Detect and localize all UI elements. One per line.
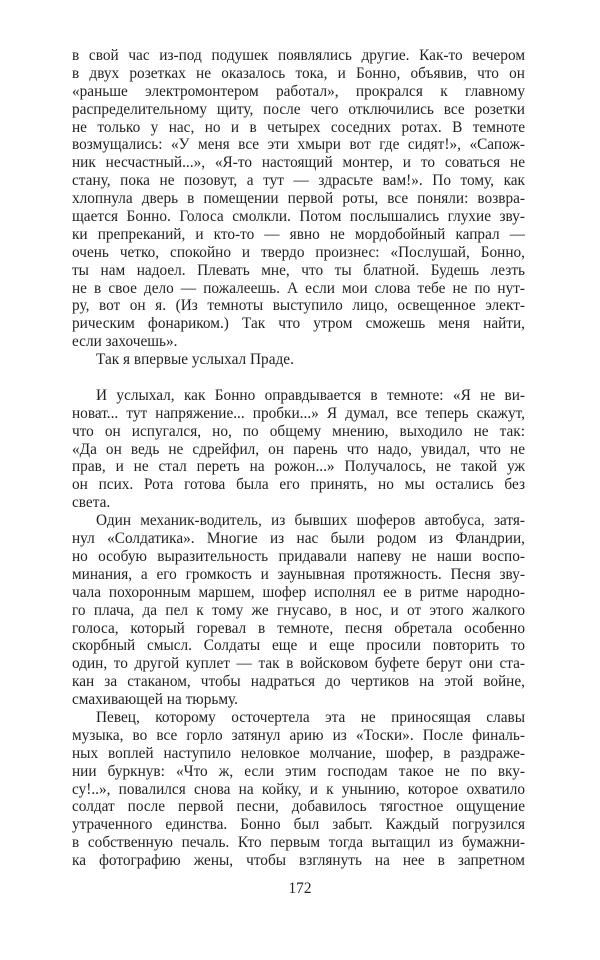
text-line: минания, а его громкость и заунывная протяжность. Песня зву- xyxy=(72,565,525,583)
paragraph xyxy=(72,387,525,512)
text-line: один, то другой куплет — так в войсковом буфете берут они ста- xyxy=(72,655,525,673)
text-line: смахивающей на тюрьму. xyxy=(72,691,238,709)
text-line: ка фотографию жены, чтобы взглянуть на нее в запретном xyxy=(72,852,525,870)
text-line: возмущались: «У меня все эти хмыри вот где сидят!», «Сапож- xyxy=(72,136,525,154)
text-line: Один механик-водитель, из бывших шоферов автобуса, затя- xyxy=(96,512,525,530)
text-line: не только у нас, но и в четырех соседних ротах. В темноте xyxy=(72,118,525,136)
text-line: но особую выразительность придавали напеву не наши воспо- xyxy=(72,547,525,565)
text-line: Певец, которому осточертела эта не приносящая славы xyxy=(96,708,525,726)
text-line: хлопнула дверь в помещении первой роты, все поняли: возвра- xyxy=(72,190,525,208)
text-line: ник несчастный...», «Я-то настоящий монтер, и то соваться не xyxy=(72,154,525,172)
text-line: распределительному щиту, после чего отключились все розетки xyxy=(72,100,525,118)
text-line: ки препреканий, и кто-то — явно не мордобойный капрал — xyxy=(72,225,525,243)
paragraph xyxy=(72,47,525,351)
paragraph xyxy=(72,351,525,369)
text-line: что он испугался, но, по общему мнению, выходило не так: xyxy=(72,422,525,440)
text-line: он псих. Рота готова была его принять, но мы остались без xyxy=(72,476,525,494)
text-line: ру, вот он я. (Из темноты выступило лицо, освещенное элект- xyxy=(72,297,525,315)
paragraph xyxy=(72,709,525,870)
text-line: в собственную печаль. Кто первым тогда вытащил из бумажни- xyxy=(72,834,525,852)
text-line: ных воплей наступило неловкое молчание, шофер, в раздраже- xyxy=(72,744,525,762)
text-line: Так я впервые услыхал Праде. xyxy=(96,351,294,369)
text-line: не в свое дело — пожалеешь. А если мои слова тебе не по нут- xyxy=(72,279,525,297)
text-line: утраченного единства. Бонно был забыт. Каждый погрузился xyxy=(72,816,525,834)
text-line: И услыхал, как Бонно оправдывается в темноте: «Я не ви- xyxy=(96,386,525,404)
text-line: су!..», повалился снова на койку, и к унынию, которое охватило xyxy=(72,780,525,798)
text-line: «раньше электромонтером работал», прокрался к главному xyxy=(72,82,525,100)
text-line: нул «Солдатика». Многие из нас были родом из Фландрии, xyxy=(72,530,525,548)
text-line: ты нам надоел. Плевать мне, что ты блатной. Будешь лезть xyxy=(72,261,525,279)
paragraph xyxy=(72,512,525,709)
section-gap xyxy=(72,369,525,387)
text-line: в двух розетках не оказалось тока, и Бонно, объявив, что он xyxy=(72,64,525,82)
text-line: стану, пока не позовут, а тут — здрасьте вам!». По тому, как xyxy=(72,172,525,190)
text-line: прав, и не стал переть на рожон...» Получалось, не такой уж xyxy=(72,458,525,476)
text-line: новат... тут напряжение... пробки...» Я думал, все теперь скажут, xyxy=(72,404,525,422)
text-line: го плача, да пел к тому же гнусаво, в нос, и от этого жалкого xyxy=(72,601,525,619)
page-number: 172 xyxy=(288,880,312,897)
text-line: голоса, который горевал в темноте, песня обретала особенно xyxy=(72,619,525,637)
text-line: солдат после первой песни, добавилось тягостное ощущение xyxy=(72,798,525,816)
text-line: рическим фонариком.) Так что утром сможешь меня найти, xyxy=(72,315,525,333)
text-line: чала похоронным маршем, шофер исполнял ее в ритме народно- xyxy=(72,583,525,601)
text-line: щается Бонно. Голоса смолкли. Потом послышались глухие зву- xyxy=(72,208,525,226)
text-line: «Да он ведь не сдрейфил, он парень что надо, увидал, что не xyxy=(72,440,525,458)
text-line: очень четко, спокойно и твердо произнес: «Послушай, Бонно, xyxy=(72,243,525,261)
text-line: света. xyxy=(72,494,111,512)
text-line: нии буркнув: «Что ж, если этим господам такое не по вку- xyxy=(72,762,525,780)
text-line: кан за стаканом, чтобы надраться до чертиков на этой войне, xyxy=(72,673,525,691)
page-text xyxy=(72,47,525,870)
text-line: если захочешь». xyxy=(72,333,178,351)
text-line: музыка, во все горло затянул арию из «Тоски». После финаль- xyxy=(72,726,525,744)
text-line: скорбный смысл. Солдаты еще и еще просили повторить то xyxy=(72,637,525,655)
text-line: в свой час из-под подушек появлялись другие. Как-то вечером xyxy=(72,47,525,64)
